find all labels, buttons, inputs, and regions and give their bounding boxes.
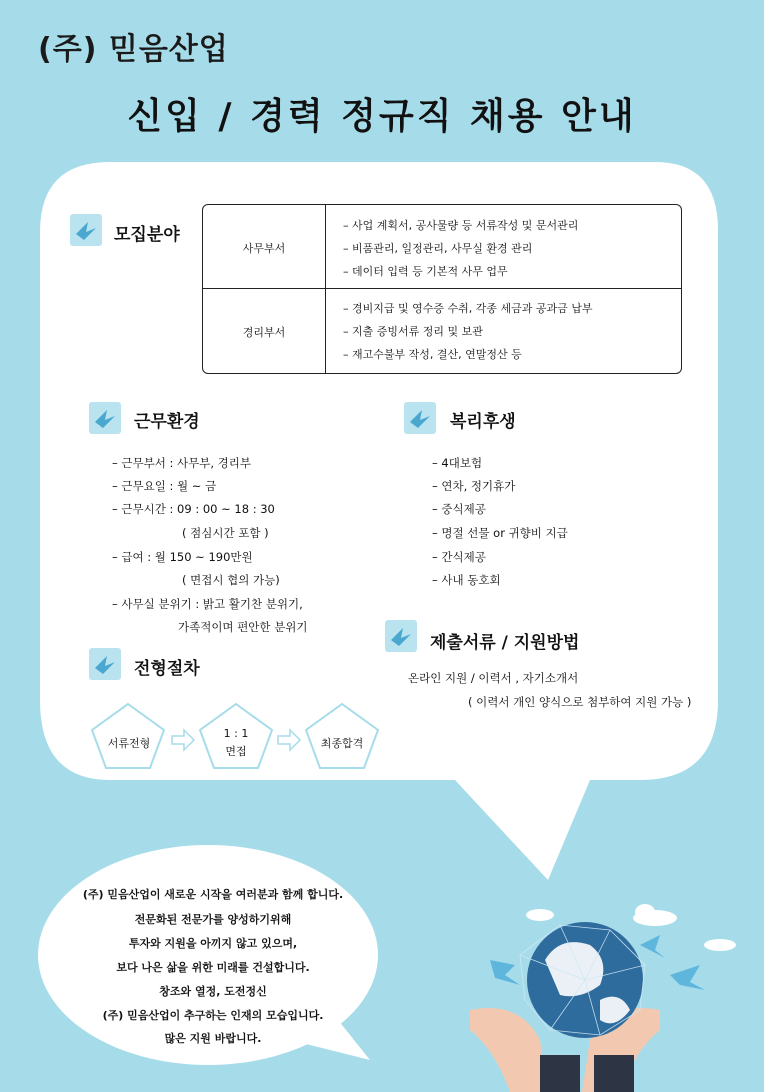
bird-icon: [404, 402, 436, 434]
benefit-line: – 연차, 정기휴가: [432, 479, 516, 493]
step-label: 1 : 1: [223, 727, 249, 740]
duty-line: – 데이터 입력 등 기본적 사무 업무: [343, 265, 508, 278]
work-line: ( 점심시간 포함 ): [182, 526, 269, 540]
work-line: ( 면접시 협의 가능): [182, 573, 280, 587]
bird-icon: [89, 648, 121, 680]
company-name: (주) 믿음산업: [38, 32, 229, 67]
duty-line: – 재고수불부 작성, 결산, 연말정산 등: [343, 348, 522, 361]
message-line: 많은 지원 바랍니다.: [164, 1032, 262, 1045]
message-line: 전문화된 전문가를 양성하기위해: [134, 913, 292, 926]
benefit-line: – 명절 선물 or 귀향비 지급: [432, 526, 568, 540]
work-line: 가족적이며 편안한 분위기: [178, 620, 308, 634]
page-title: 신입 / 경력 정규직 채용 안내: [127, 96, 637, 137]
message-line: 창조와 열정, 도전정신: [159, 985, 267, 998]
message-line: (주) 믿음산업이 새로운 시작을 여러분과 함께 합니다.: [82, 888, 344, 901]
work-title: 근무환경: [134, 412, 200, 432]
work-line: – 사무실 분위기 : 밝고 활기찬 분위기,: [112, 597, 303, 611]
work-line: – 근무요일 : 월 ~ 금: [112, 479, 217, 493]
process-title: 전형절차: [134, 659, 200, 679]
step-label: 면접: [225, 745, 247, 758]
globe-hands-illustration: [470, 922, 705, 1092]
bird-icon: [89, 402, 121, 434]
benefit-line: – 간식제공: [432, 550, 486, 564]
benefit-line: – 4대보험: [432, 456, 483, 470]
duty-line: – 지출 증빙서류 정리 및 보관: [343, 325, 483, 338]
bird-icon: [385, 620, 417, 652]
work-line: – 근무시간 : 09 : 00 ~ 18 : 30: [112, 502, 275, 516]
benefit-line: – 사내 동호회: [432, 573, 501, 587]
arrow-right-icon: [172, 730, 194, 750]
duty-line: – 사업 계획서, 공사물량 등 서류작성 및 문서관리: [343, 219, 579, 232]
step-label: 서류전형: [107, 737, 151, 750]
message-line: 투자와 지원을 아끼지 않고 있으며,: [128, 937, 298, 950]
message-line: 보다 나은 삶을 위한 미래를 건설합니다.: [116, 961, 310, 974]
benefit-line: – 중식제공: [432, 502, 486, 516]
recruit-title: 모집분야: [114, 225, 180, 245]
dept-office: 사무부서: [242, 242, 286, 255]
duty-line: – 경비지급 및 영수증 수취, 각종 세금과 공과금 납부: [343, 302, 593, 315]
dept-accounting: 경리부서: [242, 326, 286, 339]
work-line: – 근무부서 : 사무부, 경리부: [112, 456, 251, 470]
arrow-right-icon: [278, 730, 300, 750]
docs-line: ( 이력서 개인 양식으로 첨부하여 지원 가능 ): [468, 695, 692, 709]
duty-line: – 비품관리, 일정관리, 사무실 환경 관리: [343, 242, 533, 255]
recruit-table: [202, 204, 682, 374]
docs-line: 온라인 지원 / 이력서 , 자기소개서: [408, 671, 579, 685]
docs-title: 제출서류 / 지원방법: [430, 633, 580, 653]
step-label: 최종합격: [320, 737, 364, 750]
bird-icon: [70, 214, 102, 246]
work-line: – 급여 : 월 150 ~ 190만원: [112, 550, 253, 564]
message-line: (주) 믿음산업이 추구하는 인재의 모습입니다.: [102, 1009, 324, 1022]
benefits-title: 복리후생: [450, 412, 516, 432]
